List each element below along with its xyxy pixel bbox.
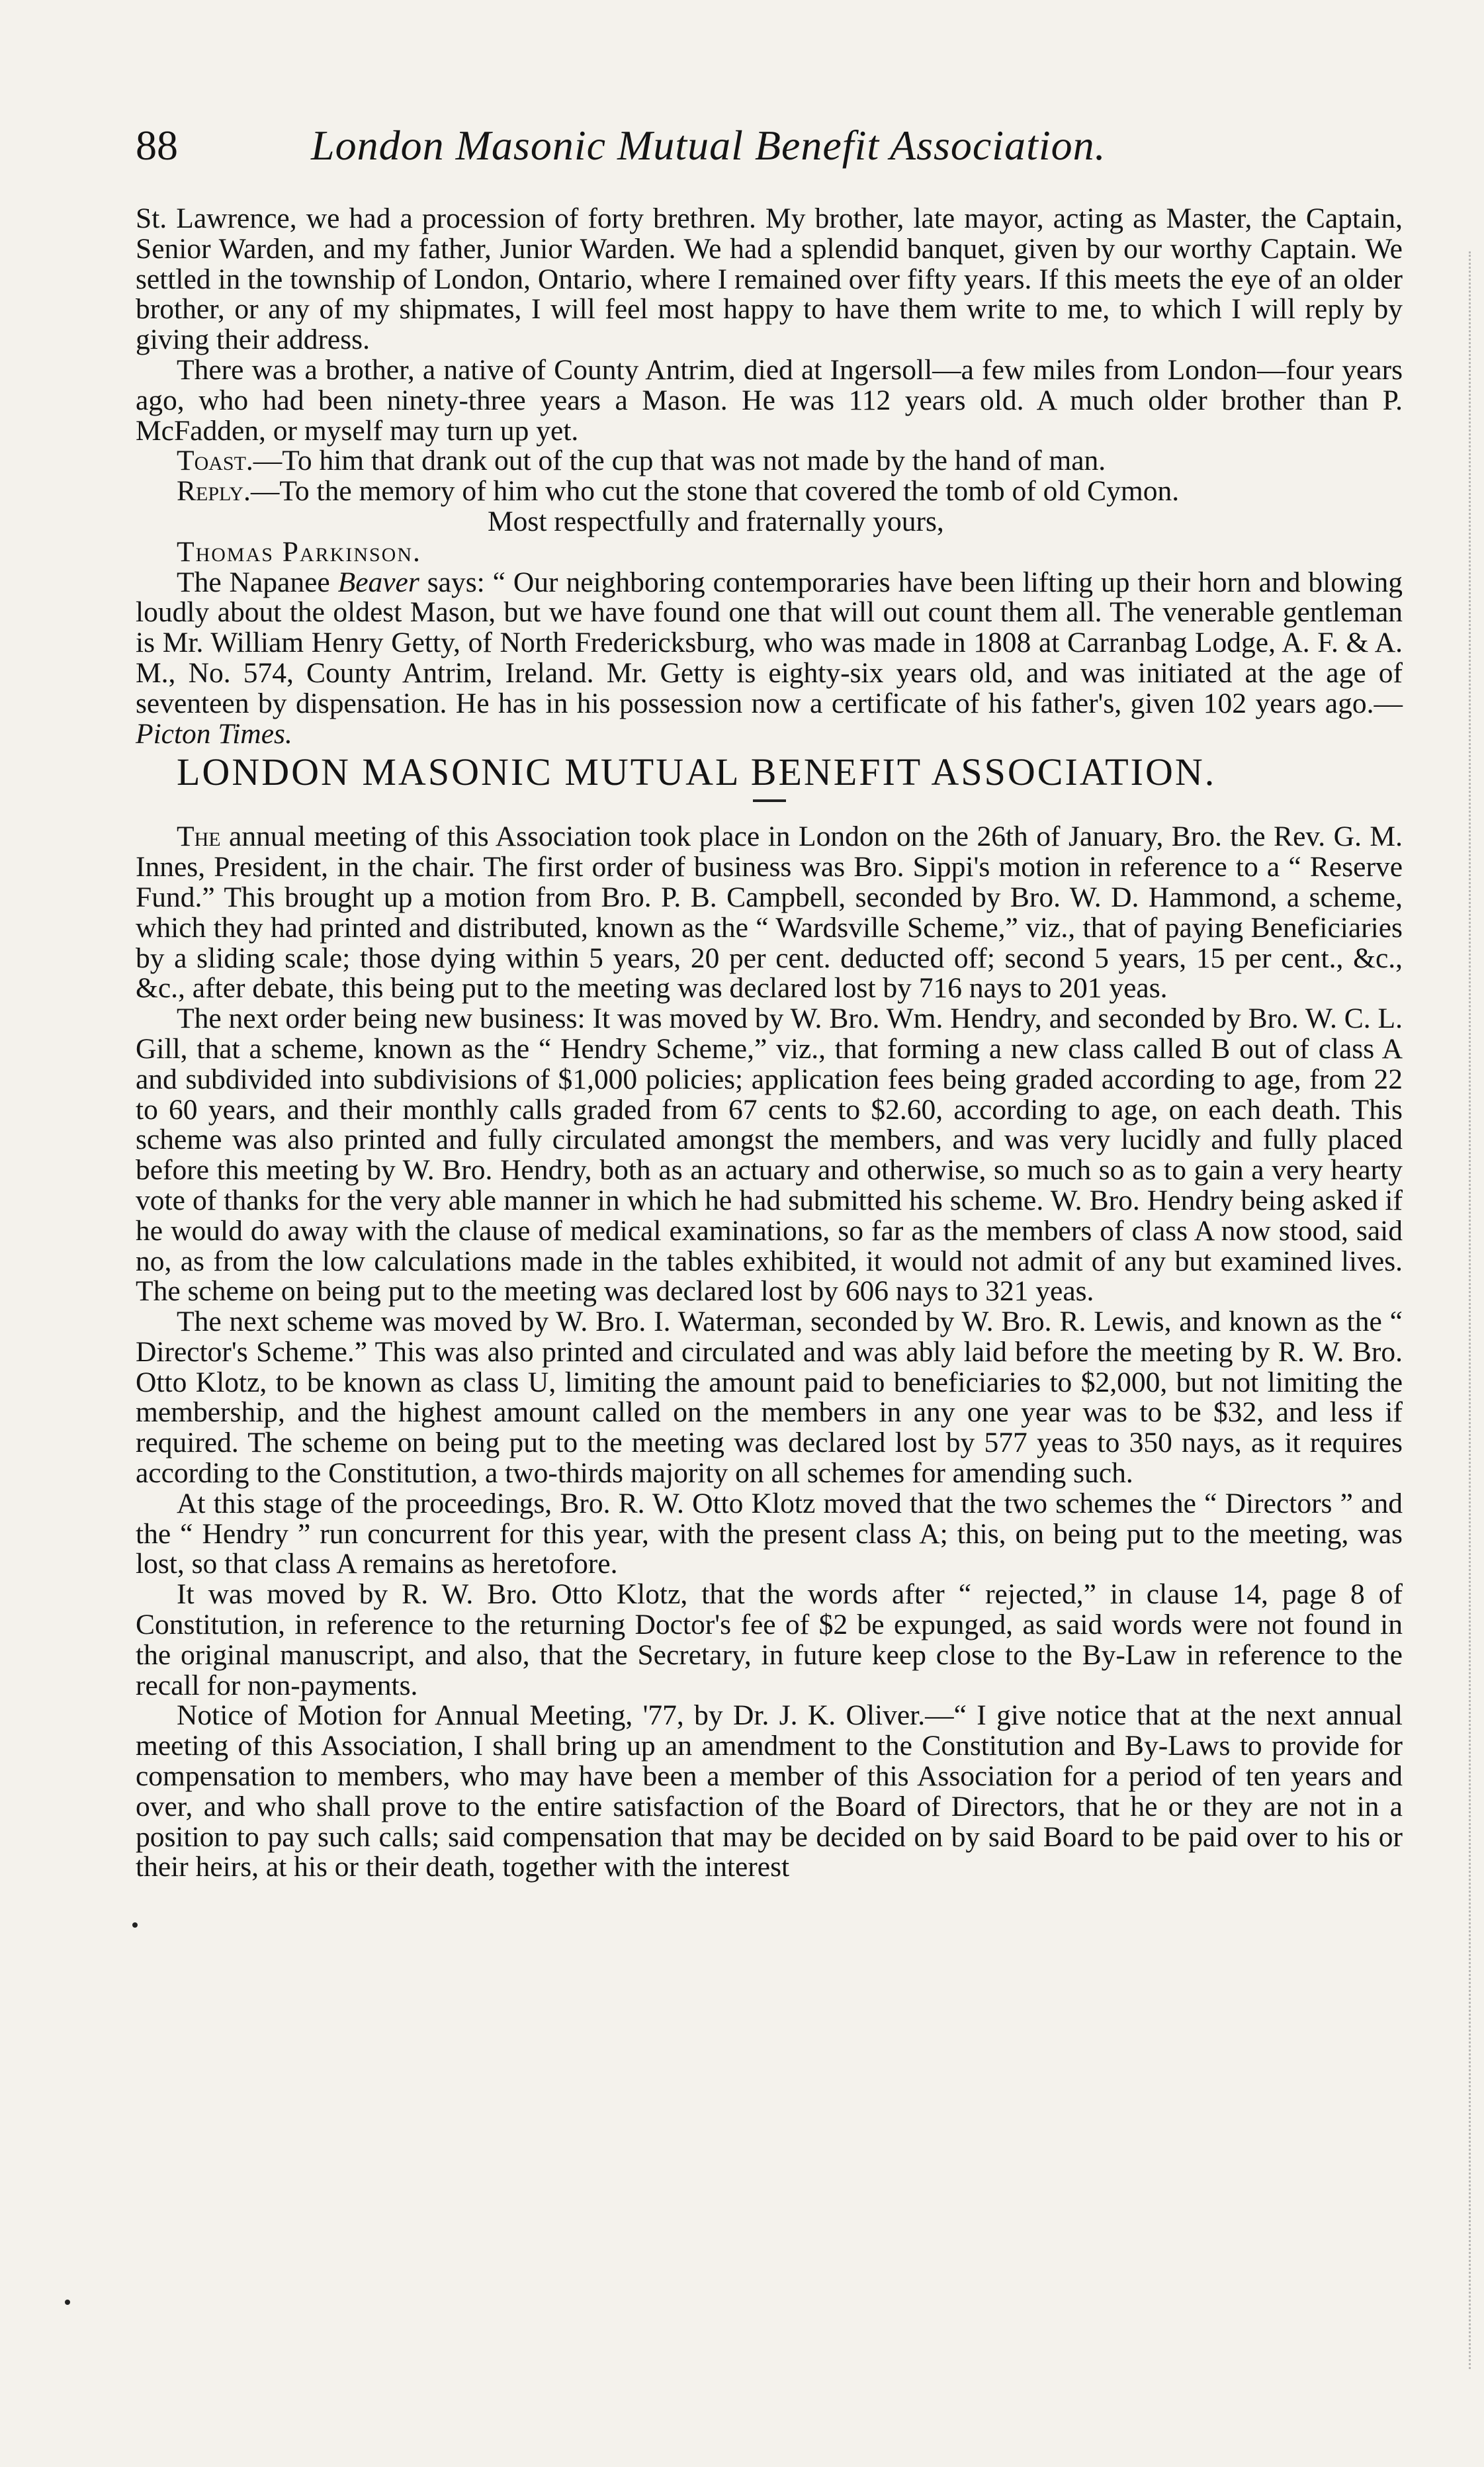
section-paragraph-6: Notice of Motion for Annual Meeting, '77, by Dr. J. K. Oliver.—“ I give notice that at the next annual meeting of this Association, I shall bring up an amendment to the Constitution and By-Laws to provide for compensation to members, who may have been a member of this Association for a period of ten years and over, and who shall prove to the entire satisfaction of the Board of Directors, that he or they are not in a position to pay such calls; said compensation that may be decided on by said Board to be paid over to his or their heirs, at his or their death, together with the interest bbox=[136, 1699, 1403, 1883]
section-paragraph-1-text: annual meeting of this Association took place in London on the 26th of January, Bro. the Rev. G. M. Innes, President, in the chair. The first order of business was Bro. Sippi's motion in reference to a “ Reserve Fund.” This brought up a motion from Bro. P. B. Campbell, seconded by Bro. W. D. Hammond, a scheme, which they had printed and distributed, known as the “ Wardsville Scheme,” viz., that of paying Beneficiaries by a sliding scale; those dying within 5 years, 20 per cent. deducted off; second 5 years, 15 per cent., &c., &c., after debate, this being put to the meeting was declared lost by 716 nays to 201 yeas. bbox=[136, 821, 1403, 1005]
section-paragraph-3: The next scheme was moved by W. Bro. I. Waterman, seconded by W. Bro. R. Lewis, and known as the “ Director's Scheme.” This was also printed and circulated and was ably laid before the meeting by R. W. Bro. Otto Klotz, to be known as class U, limiting the amount paid to beneficiaries to $2,000, but not limiting the membership, and the highest amount called on the members in any one year was to be $32, and less if required. The scheme on being put to the meeting was declared lost by 577 yeas to 350 nays, as it requires according to the Constitution, a two-thirds majority on all schemes for amending such. bbox=[136, 1306, 1403, 1490]
page-edge-marks bbox=[1460, 251, 1471, 2369]
section-lead-word: The bbox=[177, 821, 221, 853]
section-paragraph-1 bbox=[136, 822, 1403, 1004]
page-number: 88 bbox=[136, 122, 178, 169]
running-title: London Masonic Mutual Benefit Association. bbox=[311, 122, 1106, 169]
toast-text: —To him that drank out of the cup that was not made by the hand of man. bbox=[253, 445, 1106, 477]
section-heading: LONDON MASONIC MUTUAL BENEFIT ASSOCIATION. bbox=[177, 750, 1217, 794]
letter-signature: Thomas Parkinson. bbox=[177, 535, 421, 568]
page-body bbox=[136, 204, 1403, 1883]
napanee-source: Picton Times. bbox=[136, 717, 292, 750]
margin-mark bbox=[132, 1922, 138, 1928]
heading-rule bbox=[753, 799, 786, 802]
toast-paragraph bbox=[136, 446, 1403, 476]
letter-paragraph-1: St. Lawrence, we had a procession of forty brethren. My brother, late mayor, acting as Master, the Captain, Senior Warden, and my father, Junior Warden. We had a splendid banquet, given by our worthy Captain. We settled in the township of London, Ontario, where I remained over fifty years. If this meets the eye of an older brother, or any of my shipmates, I will feel most happy to have them write to me, to which I will reply by giving their address. bbox=[136, 202, 1403, 356]
letter-signoff: Most respectfully and fraternally yours, bbox=[488, 505, 944, 537]
napanee-paragraph bbox=[136, 568, 1403, 750]
section-paragraph-5: It was moved by R. W. Bro. Otto Klotz, that the words after “ rejected,” in clause 14, page 8 of Constitution, in reference to the returning Doctor's fee of $2 be expunged, as said words were not found in the original manuscript, and also, that the Secretary, in future keep close to the By-Law in reference to the recall for non-payments. bbox=[136, 1578, 1403, 1701]
section-paragraph-2: The next order being new business: It was moved by W. Bro. Wm. Hendry, and seconded by Bro. W. C. L. Gill, that a scheme, known as the “ Hendry Scheme,” viz., that forming a new class called B out of class A and subdivided into subdivisions of $1,000 policies; application fees being graded according to age, from 22 to 60 years, and their monthly calls graded from 67 cents to $2.60, according to age, on each death. This scheme was also printed and fully circulated amongst the members, and was very lucidly and fully placed before this meeting by W. Bro. Hendry, both as an actuary and otherwise, so much so as to gain a very hearty vote of thanks for the very able manner in which he had submitted his scheme. W. Bro. Hendry being asked if he would do away with the clause of medical examinations, so far as the members of class A now stood, said no, as from the low calculations made in the tables exhibited, it would not admit of any but examined lives. The scheme on being put to the meeting was declared lost by 606 nays to 321 yeas. bbox=[136, 1003, 1403, 1308]
letter-paragraph-2: There was a brother, a native of County Antrim, died at Ingersoll—a few miles from London—four years ago, who had been ninety-three years a Mason. He was 112 years old. A much older brother than P. McFadden, or myself may turn up yet. bbox=[136, 353, 1403, 447]
toast-label: Toast. bbox=[177, 445, 253, 477]
reply-paragraph bbox=[136, 476, 1403, 507]
reply-text: —To the memory of him who cut the stone that covered the tomb of old Cymon. bbox=[250, 475, 1180, 508]
napanee-text: says: “ Our neighboring contemporaries have been lifting up their horn and blowing loudly about the oldest Mason, but we have found one that will out count them all. The venerable gentleman is Mr. William Henry Getty, of North Fredericksburg, who was made in 1808 at Carranbag Lodge, A. F. & A. M., No. 574, County Antrim, Ireland. Mr. Getty is eighty-six years old, and was initiated at the age of seventeen by dispensation. He has in his possession now a certificate of his father's, given 102 years ago.— bbox=[136, 566, 1403, 719]
margin-mark bbox=[65, 2300, 70, 2305]
napanee-paper-name: Beaver bbox=[337, 566, 419, 598]
reply-label: Reply. bbox=[177, 475, 251, 508]
napanee-intro: The Napanee bbox=[177, 566, 338, 598]
section-paragraph-4: At this stage of the proceedings, Bro. R. W. Otto Klotz moved that the two schemes the “ Directors ” and the “ Hendry ” run concurrent for this year, with the present class A; this, on being put to the meeting, was lost, so that class A remains as heretofore. bbox=[136, 1487, 1403, 1580]
